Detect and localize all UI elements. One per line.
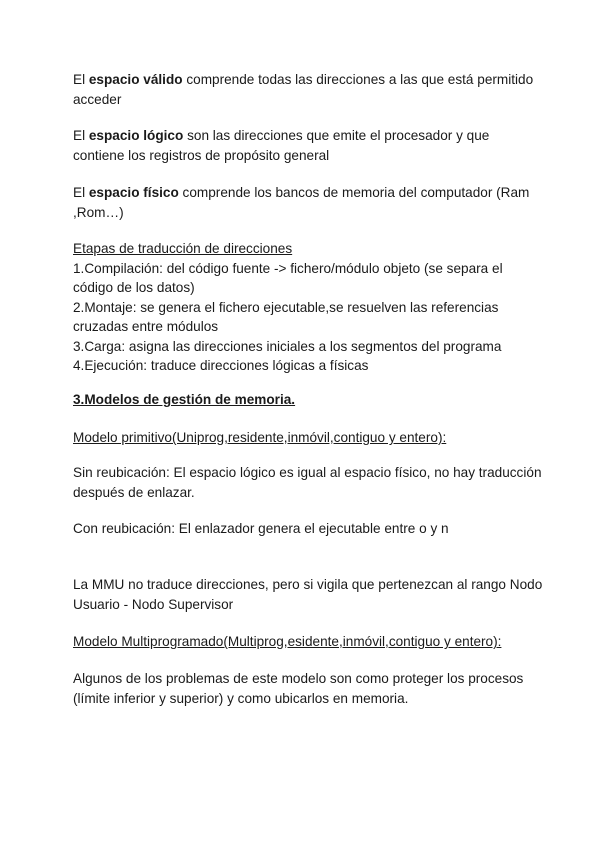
logical-space-term: espacio lógico (88, 128, 184, 143)
physical-space-paragraph: El espacio físico comprende los bancos de memoria del computador (Ram ,Rom…) (73, 185, 530, 220)
mmu-paragraph: La MMU no traduce direcciones, pero si vigila que pertenezcan al rango Nodo Usuario - Nodo Supervisor (73, 577, 543, 612)
translation-stages (73, 239, 543, 376)
valid-space-paragraph: El espacio válido comprende todas las direcciones a las que está permitido acceder (73, 72, 534, 107)
stage-item: 1.Compilación: del código fuente -> fichero/módulo objeto (se separa el código de los datos) (73, 260, 503, 295)
stage-item: 4.Ejecución: traduce direcciones lógicas a físicas (73, 358, 369, 373)
logical-space-paragraph: El espacio lógico son las direcciones que emite el procesador y que contiene los registros de propósito general (73, 128, 490, 163)
multiprogrammed-paragraph: Algunos de los problemas de este modelo son como proteger los procesos (límite inferior y superior) y como ubicarlos en memoria. (73, 671, 524, 706)
stages-heading: Etapas de traducción de direcciones (73, 241, 293, 256)
no-relocation-paragraph: Sin reubicación: El espacio lógico es igual al espacio físico, no hay traducción después de enlazar. (73, 465, 542, 500)
multiprogrammed-model-heading: Modelo Multiprogramado(Multiprog,esidente,inmóvil,contiguo y entero): (73, 634, 502, 649)
stage-item: 3.Carga: asigna las direcciones iniciales a los segmentos del programa (73, 338, 502, 354)
relocation-paragraph: Con reubicación: El enlazador genera el ejecutable entre o y n (73, 521, 449, 536)
section-title: 3.Modelos de gestión de memoria. (73, 392, 296, 407)
stage-item: 2.Montaje: se genera el fichero ejecutable,se resuelven las referencias cruzadas entre módulos (73, 299, 499, 334)
valid-space-term: espacio válido (88, 72, 183, 87)
physical-space-term: espacio físico (88, 185, 179, 200)
primitive-model-heading: Modelo primitivo(Uniprog,residente,inmóvil,contiguo y entero): (73, 430, 447, 445)
